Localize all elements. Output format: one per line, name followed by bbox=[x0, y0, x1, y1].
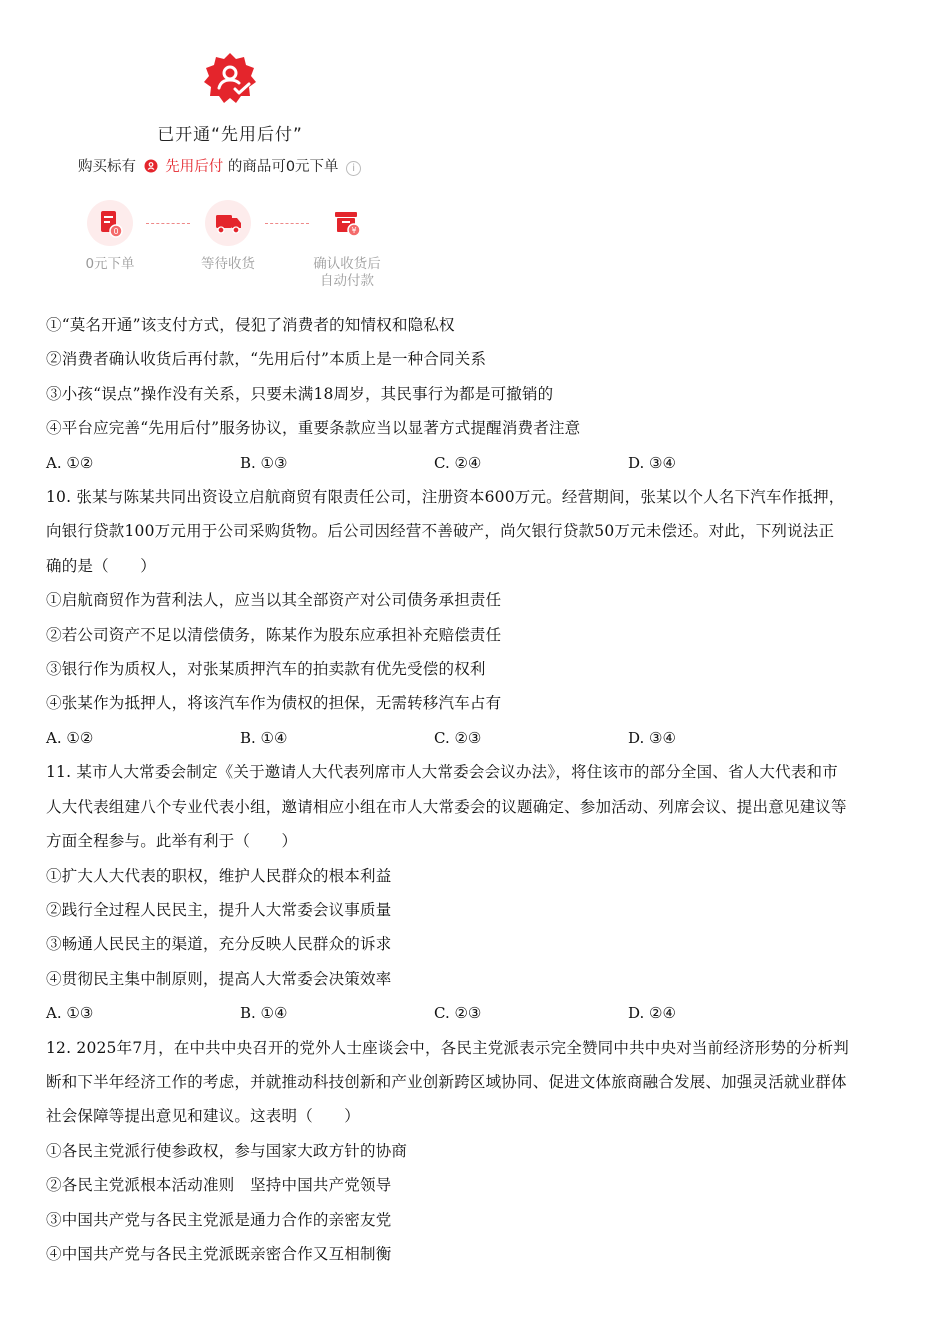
q10-stem-line-1: 10. 张某与陈某共同出资设立启航商贸有限责任公司，注册资本600万元。经营期间，张某以个人名下汽车作抵押， bbox=[46, 488, 845, 507]
step-order bbox=[60, 200, 160, 273]
q11-choice-d: D. ②④ bbox=[628, 1004, 676, 1023]
step-order-label: 0元下单 bbox=[85, 256, 135, 272]
q10-stem-line-2: 向银行贷款100万元用于公司采购货物。后公司因经营不善破产，尚欠银行贷款50万元未偿还。对此，下列说法正 bbox=[46, 522, 835, 541]
step-autopay bbox=[297, 200, 397, 290]
q9-choice-d: D. ③④ bbox=[628, 453, 676, 472]
q11-choice-b: B. ①④ bbox=[240, 1004, 288, 1023]
q9-choice-c: C. ②④ bbox=[434, 453, 482, 472]
q11-choice-a: A. ①③ bbox=[46, 1004, 94, 1023]
q9-choices bbox=[46, 446, 916, 480]
pay-later-subtitle bbox=[78, 155, 361, 176]
q12-option-3: ③中国共产党与各民主党派是通力合作的亲密友党 bbox=[46, 1210, 392, 1229]
q11-stem-line-1: 11. 某市人大常委会制定《关于邀请人大代表列席市人大常委会会议办法》，将住该市的部分全国、省人大代表和市 bbox=[46, 763, 838, 782]
subtitle-suffix: 的商品可0元下单 bbox=[227, 159, 339, 175]
q11-stem-line-3: 方面全程参与。此举有利于（ ） bbox=[46, 832, 298, 851]
q9-option-1: ①“莫名开通”该支付方式，侵犯了消费者的知情权和隐私权 bbox=[46, 316, 455, 334]
q11-choice-c: C. ②③ bbox=[434, 1004, 482, 1023]
q12-stem-line-2: 断和下半年经济工作的考虑，并就推动科技创新和产业创新跨区域协同、促进文体旅商融合发展、加强灵活就业群体 bbox=[46, 1072, 847, 1091]
exam-document bbox=[46, 308, 916, 1271]
q12-stem-line-1: 12. 2025年7月，在中共中央召开的党外人士座谈会中，各民主党派表示完全赞同中共中央对当前经济形势的分析判 bbox=[46, 1038, 849, 1057]
q9-option-2: ②消费者确认收货后再付款，“先用后付”本质上是一种合同关系 bbox=[46, 350, 487, 369]
q9-option-3: ③小孩“误点”操作没有关系，只要未满18周岁，其民事行为都是可撤销的 bbox=[46, 384, 554, 403]
step-waiting-label: 等待收货 bbox=[201, 256, 255, 272]
mini-badge-icon bbox=[144, 159, 158, 173]
step-autopay-label-line1: 确认收货后 bbox=[313, 256, 381, 272]
subtitle-highlight: 先用后付 bbox=[165, 159, 224, 175]
svg-text:¥: ¥ bbox=[351, 226, 357, 235]
q10-option-1: ①启航商贸作为营利法人，应当以其全部资产对公司债务承担责任 bbox=[46, 591, 502, 610]
q10-choice-b: B. ①④ bbox=[240, 728, 288, 747]
q9-choice-b: B. ①③ bbox=[240, 453, 288, 472]
q11-option-4: ④贯彻民主集中制原则，提高人大常委会决策效率 bbox=[46, 969, 392, 988]
q11-option-2: ②践行全过程人民民主，提升人大常委会议事质量 bbox=[46, 900, 392, 919]
svg-text:0: 0 bbox=[113, 227, 119, 236]
step-autopay-label bbox=[297, 256, 397, 290]
subtitle-prefix: 购买标有 bbox=[78, 159, 136, 175]
q10-stem-line-3: 确的是（ ） bbox=[46, 556, 156, 575]
q11-stem-line-2: 人大代表组建八个专业代表小组，邀请相应小组在市人大常委会的议题确定、参加活动、列席会议、提出意见建议等 bbox=[46, 797, 847, 816]
q12-option-2: ②各民主党派根本活动准则 坚持中国共产党领导 bbox=[46, 1176, 392, 1195]
payment-box-icon bbox=[324, 200, 370, 246]
q10-choice-c: C. ②③ bbox=[434, 728, 482, 747]
q10-option-2: ②若公司资产不足以清偿债务，陈某作为股东应承担补充赔偿责任 bbox=[46, 625, 502, 644]
pay-later-screenshot bbox=[60, 40, 400, 300]
q11-option-3: ③畅通人民民主的渠道，充分反映人民群众的诉求 bbox=[46, 935, 392, 954]
q10-option-4: ④张某作为抵押人，将该汽车作为债权的担保，无需转移汽车占有 bbox=[46, 694, 502, 713]
q10-choice-a: A. ①② bbox=[46, 728, 94, 747]
q10-choices bbox=[46, 721, 916, 755]
step-waiting bbox=[178, 200, 278, 273]
step-autopay-label-line2: 自动付款 bbox=[320, 273, 374, 289]
pay-later-title: 已开通“先用后付” bbox=[157, 125, 303, 145]
q11-choices bbox=[46, 996, 916, 1030]
info-icon[interactable]: i bbox=[346, 161, 361, 176]
delivery-truck-icon bbox=[205, 200, 251, 246]
q9-choice-a: A. ①② bbox=[46, 453, 94, 472]
q12-option-4: ④中国共产党与各民主党派既亲密合作又互相制衡 bbox=[46, 1244, 392, 1263]
q12-stem-line-3: 社会保障等提出意见和建议。这表明（ ） bbox=[46, 1107, 361, 1126]
receipt-zero-icon bbox=[87, 200, 133, 246]
q11-option-1: ①扩大人大代表的职权，维护人民群众的根本利益 bbox=[46, 866, 392, 885]
q12-option-1: ①各民主党派行使参政权，参与国家大政方针的协商 bbox=[46, 1141, 408, 1160]
q10-option-3: ③银行作为质权人，对张某质押汽车的拍卖款有优先受偿的权利 bbox=[46, 660, 486, 679]
q10-choice-d: D. ③④ bbox=[628, 728, 676, 747]
q9-option-4: ④平台应完善“先用后付”服务协议，重要条款应当以显著方式提醒消费者注意 bbox=[46, 419, 581, 438]
pay-later-badge-icon bbox=[203, 51, 257, 105]
